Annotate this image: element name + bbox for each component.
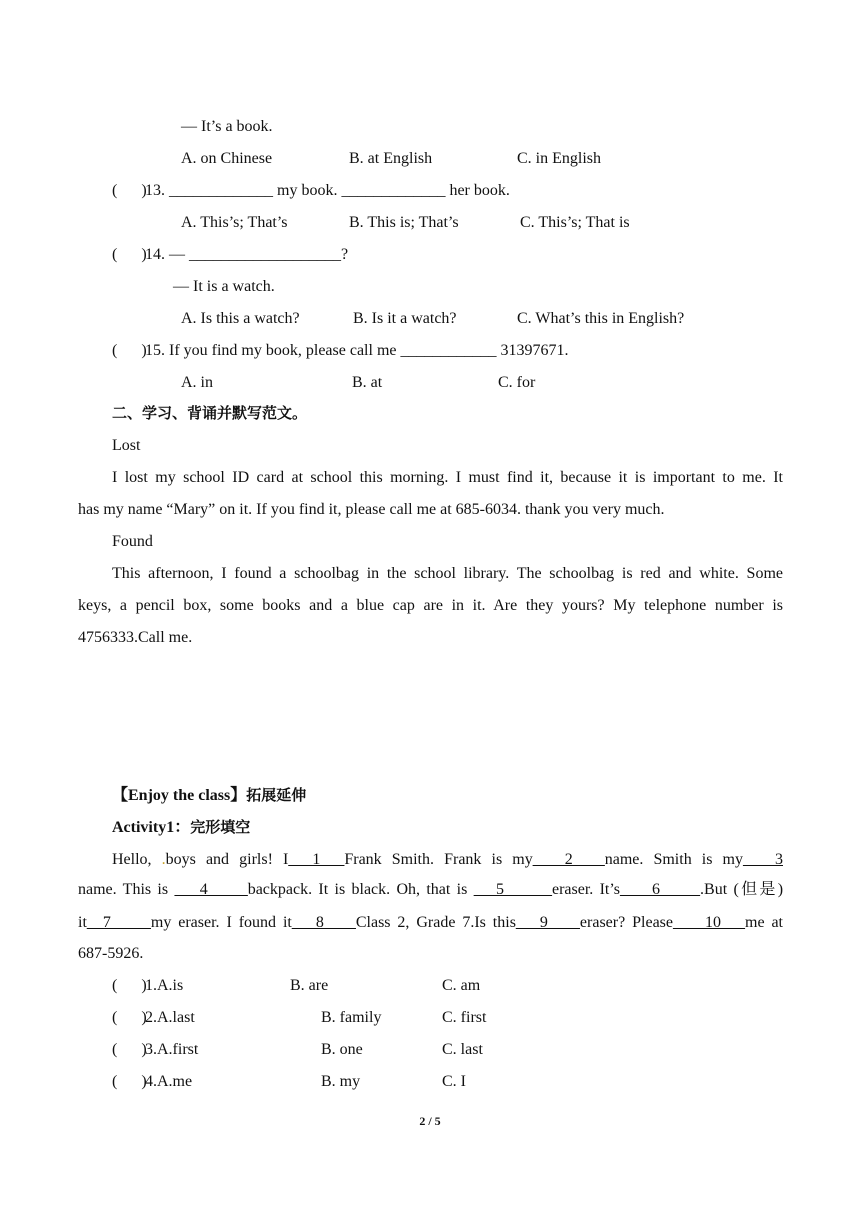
cloze-text: boys and girls! I [165, 851, 289, 868]
page-number: 2 / 5 [419, 1114, 441, 1128]
q14-option-b: B. Is it a watch? [353, 310, 457, 327]
cloze-text: me at [745, 914, 784, 931]
q12-option-c: C. in English [517, 150, 602, 167]
cloze-blank-10[interactable]: ____10___ [673, 914, 745, 931]
cloze-blank-4[interactable]: 4_____ [174, 881, 248, 898]
activity-title: 完形填空 [190, 818, 251, 836]
found-text-line1: This afternoon, I found a schoolbag in the school library. The schoolbag is red and white. Some [112, 565, 783, 582]
cloze-item-4-option-c: C. I [442, 1073, 466, 1090]
enjoy-heading [112, 785, 306, 806]
cloze-item-4-option-b: B. my [321, 1073, 361, 1090]
cloze-item-4-paren[interactable]: ( ) [112, 1073, 147, 1090]
q13-option-a: A. This’s; That’s [181, 214, 288, 231]
enjoy-heading-en: 【Enjoy the class】 [112, 787, 247, 804]
cloze-item-3-option-b: B. one [321, 1041, 363, 1058]
q15-answer-paren[interactable]: ( ) [112, 342, 147, 359]
cloze-line3 [78, 913, 783, 933]
cloze-text: it [78, 914, 87, 931]
cloze-item-3-option-c: C. last [442, 1041, 483, 1058]
lost-text-line2: has my name “Mary” on it. If you find it, please call me at 685-6034. thank you very much. [78, 501, 665, 518]
lost-text-line1: I lost my school ID card at school this morning. I must find it, because it is important to me. It [112, 469, 783, 486]
activity-heading [112, 817, 250, 838]
q14-answer-paren[interactable]: ( ) [112, 246, 147, 263]
cloze-text: name. Smith is my [604, 851, 743, 868]
q15-option-b: B. at [352, 374, 383, 391]
found-text-line2: keys, a pencil box, some books and a blue cap are in it. Are they yours? My telephone number is [78, 597, 783, 614]
cloze-blank-1[interactable]: ___1___ [288, 851, 345, 868]
enjoy-heading-cn: 拓展延伸 [246, 786, 307, 804]
cloze-blank-9[interactable]: ___9____ [515, 914, 580, 931]
cloze-text: .But (但是) [700, 881, 784, 898]
cloze-text: Hello, [112, 851, 162, 868]
q13-option-b: B. This is; That’s [349, 214, 459, 231]
cloze-line1 [112, 850, 783, 870]
cloze-blank-6[interactable]: ____6_____ [620, 881, 701, 898]
q13-answer-paren[interactable]: ( ) [112, 182, 147, 199]
cloze-text: my eraser. I found it [150, 914, 292, 931]
activity-label: Activity1： [112, 819, 191, 836]
cloze-line4: 687-5926. [78, 945, 144, 962]
cloze-item-3-stem: 3.A.first [145, 1041, 199, 1058]
cloze-text: name. This is [78, 881, 169, 898]
q14-option-c: C. What’s this in English? [517, 310, 685, 327]
cloze-item-2-stem: 2.A.last [145, 1009, 195, 1026]
q13-option-c: C. This’s; That is [520, 214, 630, 231]
q15-option-c: C. for [498, 374, 536, 391]
q12-option-a: A. on Chinese [181, 150, 273, 167]
q14-stem: 14. — ___________________? [145, 246, 349, 263]
found-text-line3: 4756333.Call me. [78, 629, 193, 646]
q15-stem: 15. If you find my book, please call me ____________ 31397671. [145, 342, 569, 359]
cloze-item-1-paren[interactable]: ( ) [112, 977, 147, 994]
cloze-item-3-paren[interactable]: ( ) [112, 1041, 147, 1058]
q14-option-a: A. Is this a watch? [181, 310, 300, 327]
q14-answer-line: — It is a watch. [173, 278, 275, 295]
cloze-item-4-stem: 4.A.me [145, 1073, 193, 1090]
cloze-item-2-paren[interactable]: ( ) [112, 1009, 147, 1026]
cloze-text: backpack. It is black. Oh, that is [247, 881, 468, 898]
found-title: Found [112, 533, 153, 550]
cloze-item-1-stem: 1.A.is [145, 977, 184, 994]
q15-option-a: A. in [181, 374, 213, 391]
cloze-text: Frank Smith. Frank is my [344, 851, 533, 868]
cloze-blank-5[interactable]: __5______ [473, 881, 552, 898]
cloze-item-1-option-c: C. am [442, 977, 481, 994]
cloze-blank-2[interactable]: ____2____ [532, 851, 605, 868]
lost-title: Lost [112, 437, 141, 454]
cloze-item-1-option-b: B. are [290, 977, 329, 994]
dot-mark-icon: . [161, 851, 166, 868]
cloze-line2 [78, 880, 783, 900]
q13-stem: 13. _____________ my book. _____________ her book. [145, 182, 510, 199]
cloze-blank-8[interactable]: ___8____ [291, 914, 356, 931]
cloze-blank-3[interactable]: ____3 [743, 851, 783, 868]
q12-option-b: B. at English [349, 150, 433, 167]
q12-answer-line: — It’s a book. [181, 118, 273, 135]
section2-heading: 二、学习、背诵并默写范文。 [112, 404, 308, 422]
cloze-text: Class 2, Grade 7.Is this [355, 914, 516, 931]
cloze-item-2-option-b: B. family [321, 1009, 382, 1026]
cloze-item-2-option-c: C. first [442, 1009, 487, 1026]
cloze-blank-7[interactable]: __7_____ [86, 914, 151, 931]
cloze-text: eraser. It’s [551, 881, 621, 898]
cloze-text: eraser? Please [579, 914, 673, 931]
